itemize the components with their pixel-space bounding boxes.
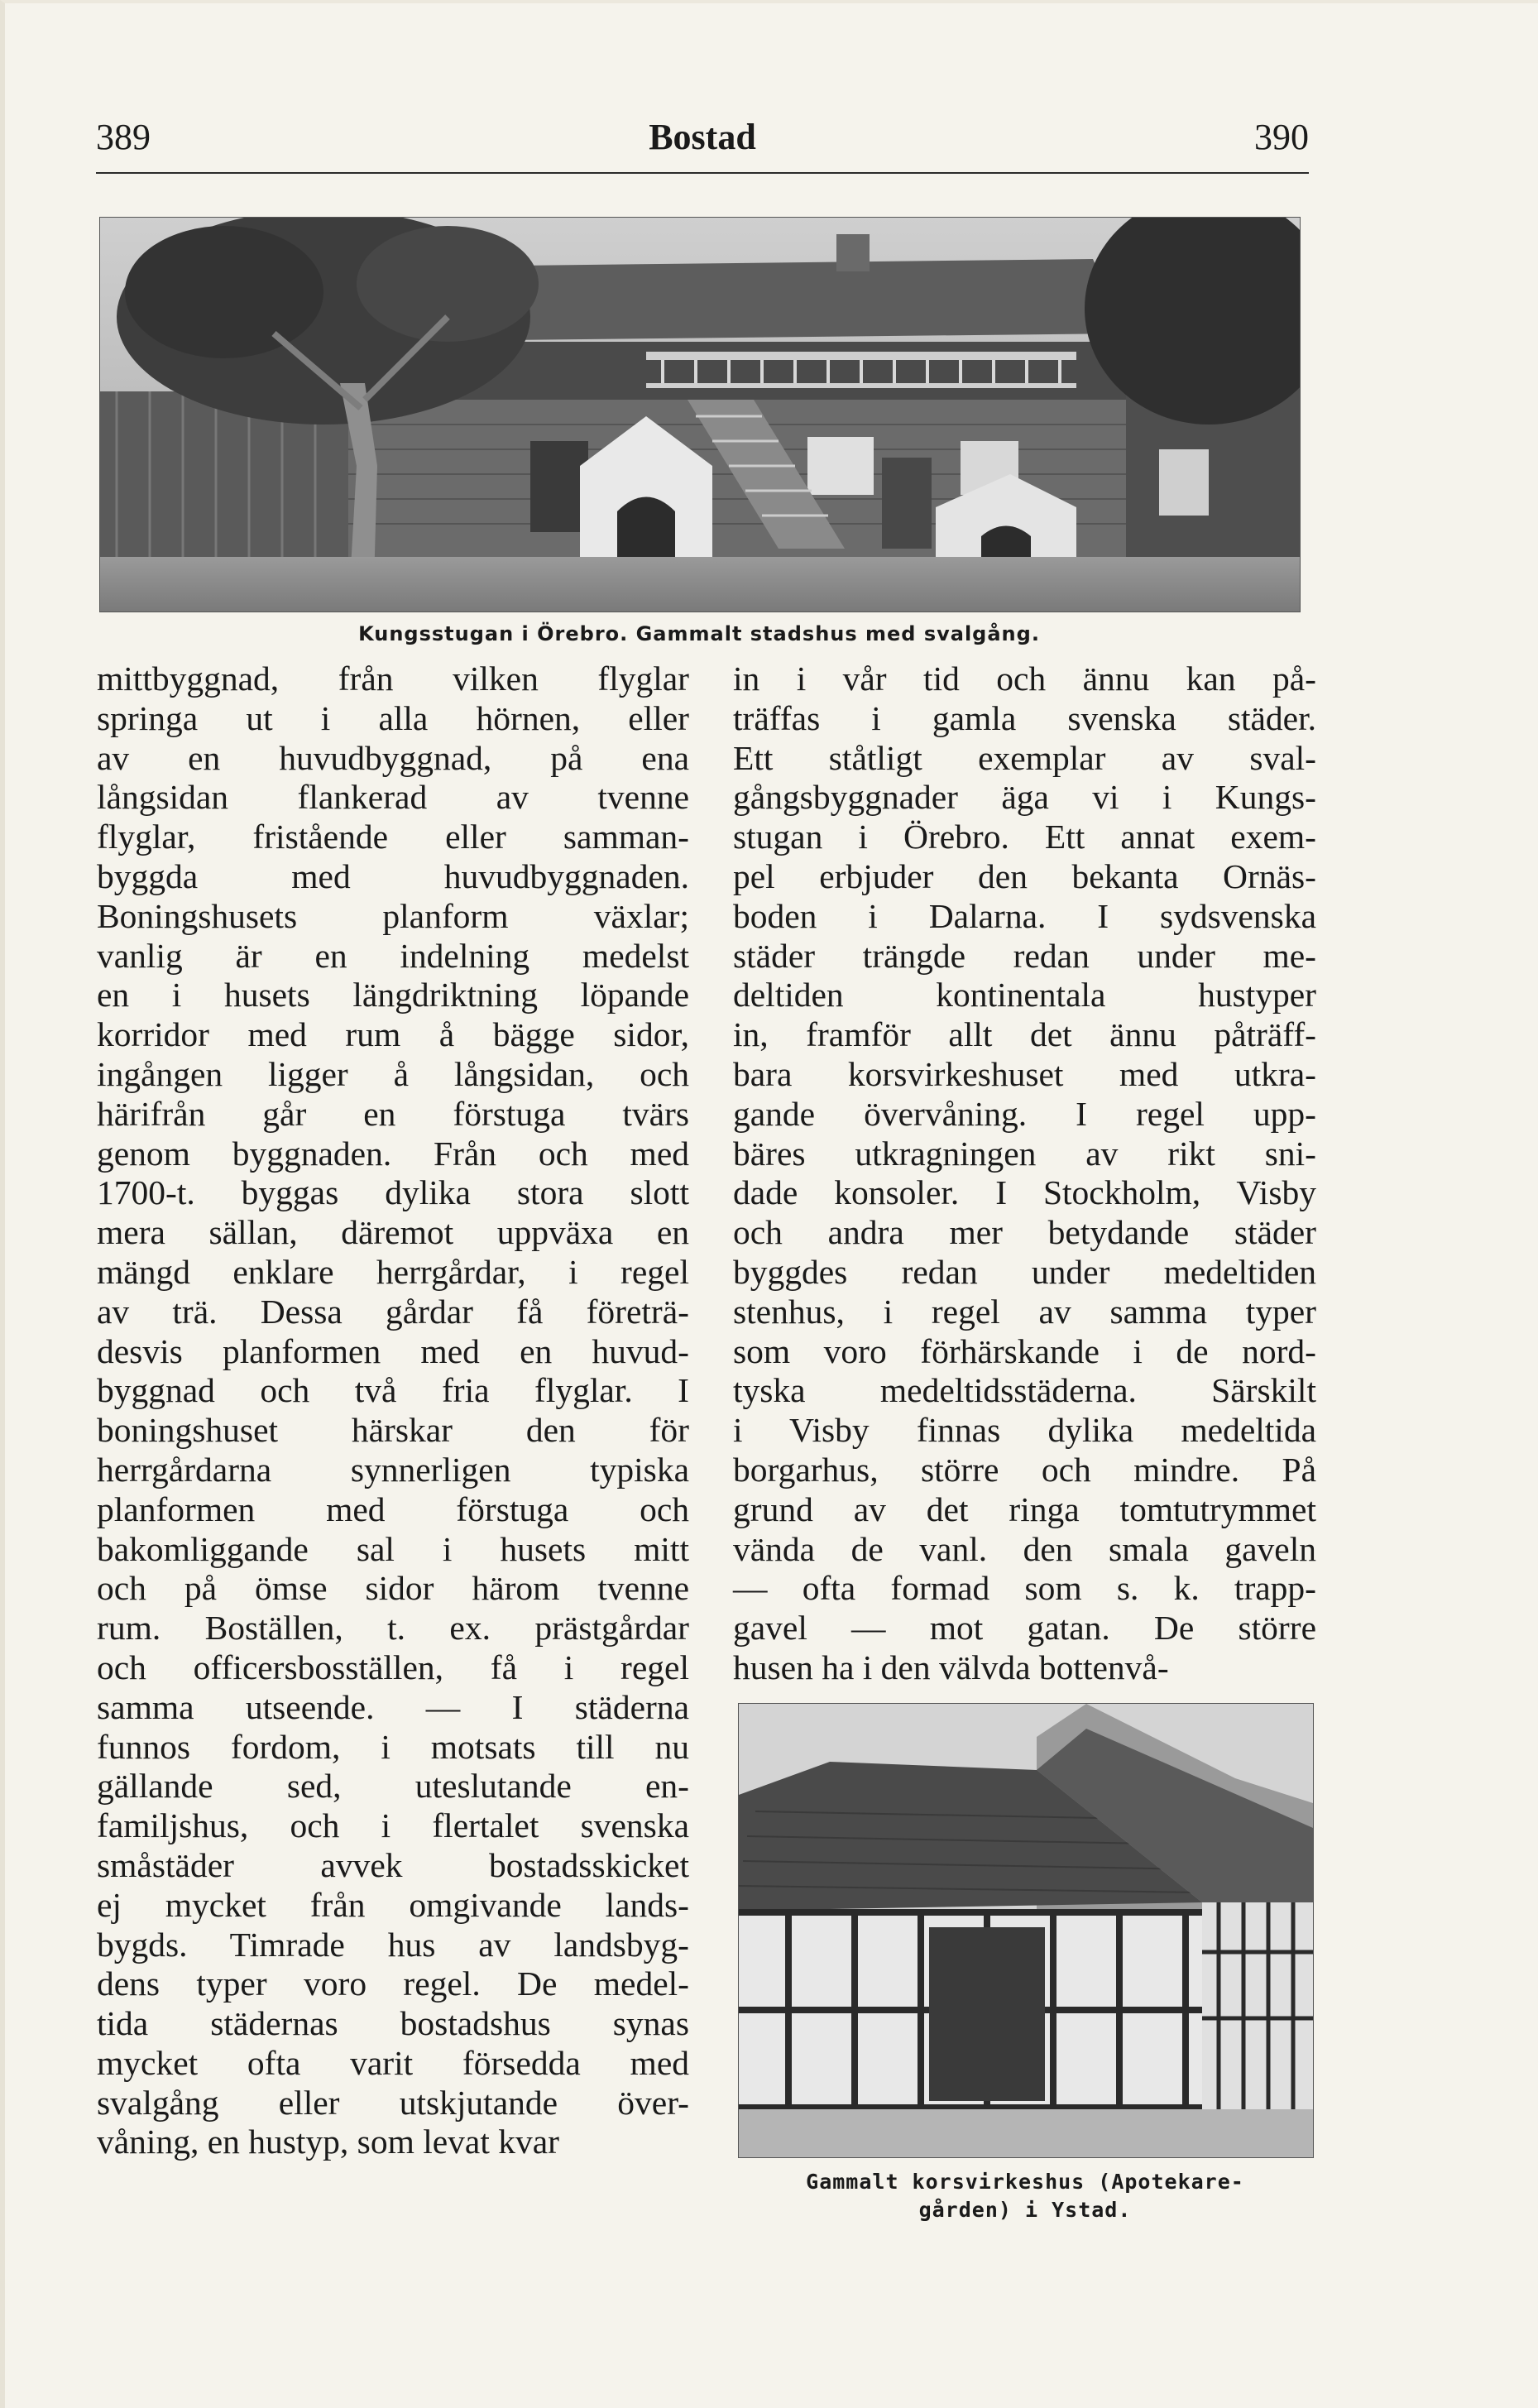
text-line: familjshus, och i flertalet svenska	[97, 1806, 689, 1845]
text-line: boningshuset härskar den för	[97, 1411, 689, 1450]
text-line: mera sällan, däremot uppväxa en	[97, 1213, 689, 1252]
text-line: bygds. Timrade hus av landsbyg-	[97, 1925, 689, 1964]
text-line: herrgårdarna synnerligen typiska	[97, 1450, 689, 1489]
text-line: småstäder avvek bostadsskicket	[97, 1845, 689, 1884]
text-line: träffas i gamla svenska städer.	[733, 698, 1316, 737]
text-line: springa ut i alla hörnen, eller	[97, 698, 689, 737]
text-line: mittbyggnad, från vilken flyglar	[97, 660, 689, 698]
text-line: mängd enklare herrgårdar, i regel	[97, 1252, 689, 1291]
bottom-caption-line: Gammalt korsvirkeshus (Apotekare-	[806, 2170, 1244, 2194]
text-line: samma utseende. — I städerna	[97, 1687, 689, 1726]
left-text-column	[97, 660, 689, 2162]
text-line: tyska medeltidsstäderna. Särskilt	[733, 1371, 1316, 1410]
text-line: städer trängde redan under me-	[733, 936, 1316, 975]
text-line: 1700-t. byggas dylika stora slott	[97, 1173, 689, 1212]
text-line: gällande sed, uteslutande en-	[97, 1767, 689, 1806]
text-line: planformen med förstuga och	[97, 1489, 689, 1528]
text-line: rum. Boställen, t. ex. prästgårdar	[97, 1609, 689, 1648]
text-line: korridor med rum å bägge sidor,	[97, 1015, 689, 1054]
text-line: en i husets längdriktning löpande	[97, 976, 689, 1015]
text-line: dade konsoler. I Stockholm, Visby	[733, 1173, 1316, 1212]
top-figure-caption: Kungsstugan i Örebro. Gammalt stadshus med svalgång.	[358, 622, 1040, 645]
text-line: av en huvudbyggnad, på ena	[97, 738, 689, 777]
text-line: bakomliggande sal i husets mitt	[97, 1529, 689, 1568]
text-line: byggdes redan under medeltiden	[733, 1252, 1316, 1291]
text-line: — ofta formad som s. k. trapp-	[733, 1569, 1316, 1608]
bottom-caption-line: gården) i Ystad.	[918, 2198, 1132, 2222]
bottom-figure-caption	[738, 2168, 1312, 2224]
text-line: stugan i Örebro. Ett annat exem-	[733, 818, 1316, 856]
text-line: dens typer voro regel. De medel-	[97, 1964, 689, 2003]
text-line: av trä. Dessa gårdar få företrä-	[97, 1292, 689, 1331]
text-line: pel erbjuder den bekanta Ornäs-	[733, 856, 1316, 895]
text-line: byggnad och två fria flyglar. I	[97, 1371, 689, 1410]
text-line: vända de vanl. den smala gaveln	[733, 1529, 1316, 1568]
text-line: och andra mer betydande städer	[733, 1213, 1316, 1252]
text-line: husen ha i den välvda bottenvå-	[733, 1648, 1169, 1686]
text-line: ingången ligger å långsidan, och	[97, 1054, 689, 1093]
text-line: vanlig är en indelning medelst	[97, 936, 689, 975]
text-line: tida städernas bostadshus synas	[97, 2004, 689, 2043]
text-line: i Visby finnas dylika medeltida	[733, 1411, 1316, 1450]
text-line: våning, en hustyp, som levat kvar	[97, 2123, 559, 2161]
text-line: Boningshusets planform växlar;	[97, 896, 689, 935]
text-line: borgarhus, större och mindre. På	[733, 1450, 1316, 1489]
text-line: byggda med huvudbyggnaden.	[97, 856, 689, 895]
text-line: stenhus, i regel av samma typer	[733, 1292, 1316, 1331]
text-line: mycket ofta varit försedda med	[97, 2043, 689, 2082]
text-line: bara korsvirkeshuset med utkra-	[733, 1054, 1316, 1093]
text-line: in i vår tid och ännu kan på-	[733, 660, 1316, 698]
header-rule	[96, 172, 1309, 174]
text-line: Ett ståtligt exemplar av sval-	[733, 738, 1316, 777]
text-line: ej mycket från omgivande lands-	[97, 1885, 689, 1924]
page-number-right: 390	[1254, 117, 1309, 157]
text-line: in, framför allt det ännu påträff-	[733, 1015, 1316, 1054]
text-line: som voro förhärskande i de nord-	[733, 1331, 1316, 1370]
right-text-column	[733, 660, 1316, 1688]
text-line: långsidan flankerad av tvenne	[97, 778, 689, 817]
text-line: deltiden kontinentala hustyper	[733, 976, 1316, 1015]
text-line: funnos fordom, i motsats till nu	[97, 1727, 689, 1766]
text-line: grund av det ringa tomtutrymmet	[733, 1489, 1316, 1528]
running-title: Bostad	[649, 117, 756, 157]
running-header	[96, 116, 1309, 157]
text-line: genom byggnaden. Från och med	[97, 1134, 689, 1173]
text-line: bäres utkragningen av rikt sni-	[733, 1134, 1316, 1173]
text-line: och på ömse sidor härom tvenne	[97, 1569, 689, 1608]
text-line: gångsbyggnader äga vi i Kungs-	[733, 778, 1316, 817]
kungsstugan-photo	[99, 217, 1301, 612]
text-line: gavel — mot gatan. De större	[733, 1609, 1316, 1648]
page-number-left: 389	[96, 117, 151, 157]
text-line: desvis planformen med en huvud-	[97, 1331, 689, 1370]
text-line: och officersbosställen, få i regel	[97, 1648, 689, 1686]
text-line: boden i Dalarna. I sydsvenska	[733, 896, 1316, 935]
text-line: gande övervåning. I regel upp-	[733, 1094, 1316, 1133]
korsvirkeshus-photo	[738, 1703, 1314, 2158]
text-line: svalgång eller utskjutande över-	[97, 2083, 689, 2122]
text-line: härifrån går en förstuga tvärs	[97, 1094, 689, 1133]
text-line: flyglar, fristående eller samman-	[97, 818, 689, 856]
